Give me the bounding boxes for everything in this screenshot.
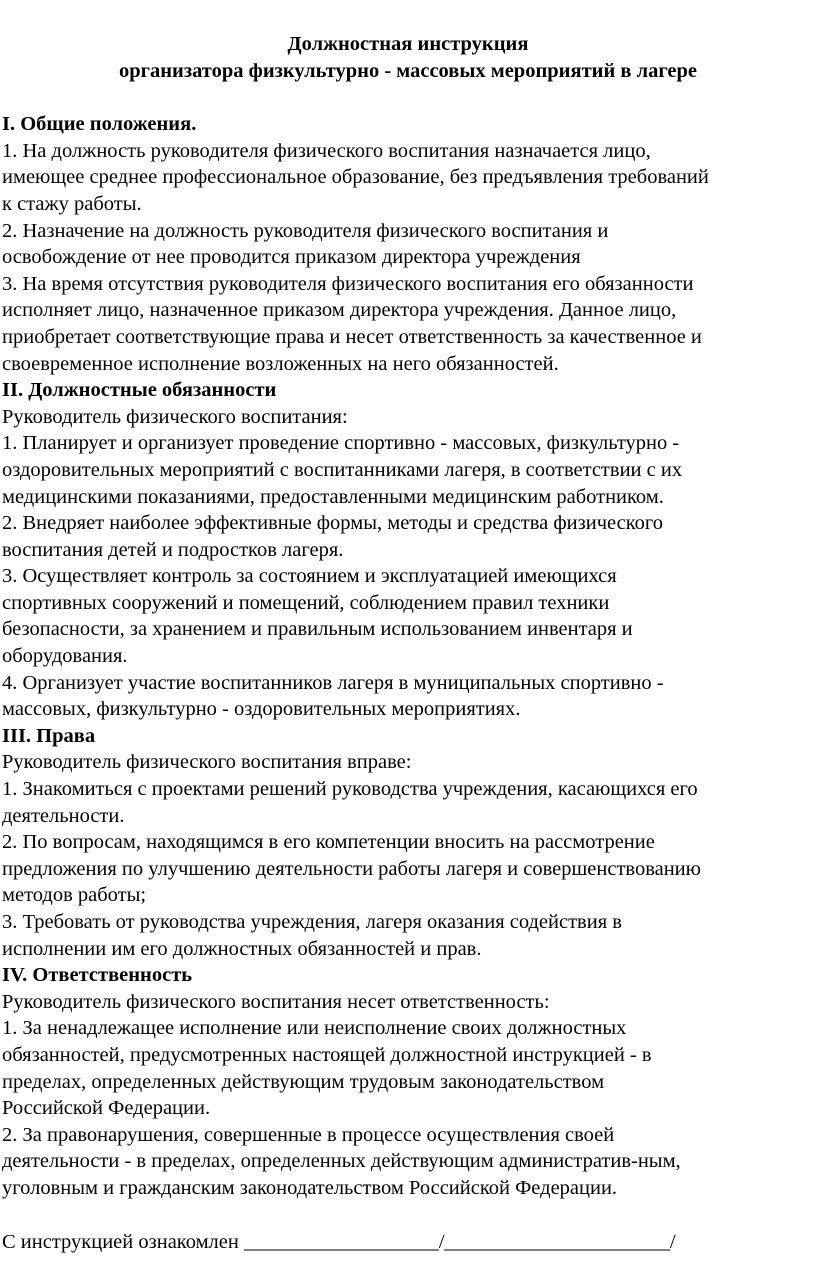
text-line: исполнении им его должностных обязанностей и прав. [2, 937, 482, 960]
text-line: пределах, определенных действующим трудовым законодательством [2, 1070, 605, 1093]
text-line: спортивных сооружений и помещений, соблюдением правил техники [2, 591, 610, 614]
text-line: 3. На время отсутствия руководителя физического воспитания его обязанности [2, 272, 694, 295]
text-line: 4. Организует участие воспитанников лагеря в муниципальных спортивно - [2, 671, 664, 694]
text-line: 2. За правонарушения, совершенные в процессе осуществления своей [2, 1123, 615, 1146]
signature-line: С инструкцией ознакомлен ___________________/______________________/ [2, 1230, 676, 1253]
text-line: уголовным и гражданским законодательством Российской Федерации. [2, 1176, 618, 1199]
text-line: Руководитель физического воспитания: [2, 405, 348, 428]
text-line: 1. Планирует и организует проведение спортивно - массовых, физкультурно - [2, 432, 680, 455]
text-line: безопасности, за хранением и правильным использованием инвентаря и [2, 618, 633, 641]
text-line: 2. Внедряет наиболее эффективные формы, методы и средства физического [2, 512, 664, 535]
text-line: 1. На должность руководителя физического воспитания назначается лицо, [2, 139, 651, 162]
text-line: предложения по улучшению деятельности работы лагеря и совершенствованию [2, 857, 701, 880]
title-line-2: организатора физкультурно - массовых мероприятий в лагере [119, 59, 697, 82]
section-duties [2, 377, 812, 723]
section-rights [2, 723, 812, 962]
text-line: исполняет лицо, назначенное приказом директора учреждения. Данное лицо, [2, 299, 677, 322]
section-heading: III. Права [2, 724, 96, 747]
section-heading: IV. Ответственность [2, 964, 193, 987]
text-line: обязанностей, предусмотренных настоящей должностной инструкцией - в [2, 1043, 652, 1066]
text-line: 1. Знакомиться с проектами решений руководства учреждения, касающихся его [2, 778, 698, 801]
text-line: деятельности. [2, 804, 125, 827]
text-line: 3. Требовать от руководства учреждения, лагеря оказания содействия в [2, 911, 622, 933]
text-line: медицинскими показаниями, предоставленными медицинским работником. [2, 485, 664, 508]
document-body [0, 111, 812, 1255]
section-responsibility [2, 962, 812, 1201]
text-line: 1. За ненадлежащее исполнение или неисполнение своих должностных [2, 1017, 627, 1040]
text-line: приобретает соответствующие права и несет ответственность за качественное и [2, 325, 702, 348]
signature-spacer [2, 1202, 812, 1229]
text-line: имеющее среднее профессиональное образование, без предъявления требований [2, 166, 709, 189]
text-line: массовых, физкультурно - оздоровительных мероприятиях. [2, 698, 521, 721]
text-line: своевременное исполнение возложенных на него обязанностей. [2, 352, 559, 375]
text-line: воспитания детей и подростков лагеря. [2, 538, 344, 561]
text-line: методов работы; [2, 884, 147, 907]
text-line: к стажу работы. [2, 192, 142, 215]
section-general [2, 111, 812, 377]
text-line: освобождение от нее проводится приказом директора учреждения [2, 246, 581, 269]
section-heading: I. Общие положения. [2, 113, 197, 136]
text-line: оборудования. [2, 645, 128, 668]
title-line-1: Должностная инструкция [287, 33, 529, 55]
text-line: Руководитель физического воспитания вправе: [2, 751, 412, 774]
text-line: деятельности - в пределах, определенных действующим административ-ным, [2, 1150, 681, 1173]
text-line: 2. Назначение на должность руководителя физического воспитания и [2, 219, 609, 242]
section-heading: II. Должностные обязанности [2, 379, 277, 402]
text-line: Руководитель физического воспитания несет ответственность: [2, 990, 550, 1013]
title-spacer [0, 84, 816, 111]
text-line: 3. Осуществляет контроль за состоянием и эксплуатацией имеющихся [2, 565, 617, 588]
text-line: Российской Федерации. [2, 1097, 211, 1120]
text-line: 2. По вопросам, находящимся в его компетенции вносить на рассмотрение [2, 831, 655, 854]
text-line: оздоровительных мероприятий с воспитанниками лагеря, в соответствии с их [2, 458, 683, 481]
